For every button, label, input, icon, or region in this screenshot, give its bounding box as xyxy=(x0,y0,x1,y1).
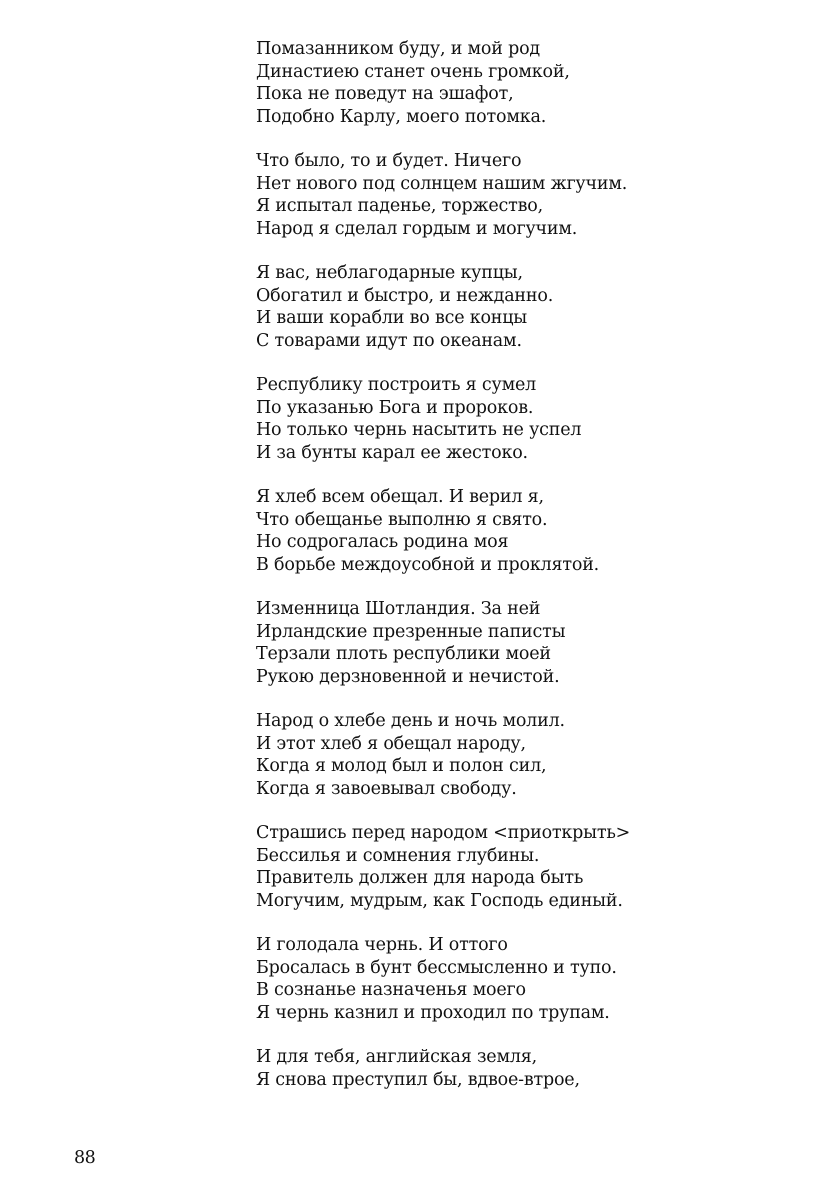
poem-line: В борьбе междоусобной и проклятой. xyxy=(256,554,600,575)
poem-line: Рукою дерзновенной и нечистой. xyxy=(256,666,560,687)
stanza xyxy=(256,822,776,912)
poem-line: Но только чернь насытить не успел xyxy=(256,420,582,440)
poem-line: С товарами идут по океанам. xyxy=(256,330,522,351)
poem-line: Республику построить я сумел xyxy=(256,375,537,395)
stanza xyxy=(256,374,776,464)
poem-line: Терзали плоть республики моей xyxy=(256,644,551,664)
poem-line: Пока не поведут на эшафот, xyxy=(256,84,514,104)
poem-line: Когда я молод был и полон сил, xyxy=(256,756,547,776)
poem-line: Я хлеб всем обещал. И верил я, xyxy=(256,487,544,507)
stanza xyxy=(256,934,776,1024)
poem-line: Я снова преступил бы, вдвое-втрое, xyxy=(256,1069,580,1090)
poem-line: Когда я завоевывал свободу. xyxy=(256,778,517,799)
poem-line: Династиею станет очень громкой, xyxy=(256,61,570,82)
stanza xyxy=(256,262,776,352)
poem-line: Что обещанье выполню я свято. xyxy=(256,509,548,530)
poem-line: Народ о хлебе день и ночь молил. xyxy=(256,711,565,731)
poem-line: Обогатил и быстро, и нежданно. xyxy=(256,285,554,306)
poem-line: И голодала чернь. И оттого xyxy=(256,935,508,955)
stanza xyxy=(256,486,776,576)
poem-line: Я испытал паденье, торжество, xyxy=(256,196,543,216)
stanza xyxy=(256,38,776,128)
poem-line: Изменница Шотландия. За ней xyxy=(256,599,541,619)
poem-line: Но содрогалась родина моя xyxy=(256,532,509,552)
poem-line: Бросалась в бунт бессмысленно и тупо. xyxy=(256,957,617,978)
poem-text xyxy=(256,38,776,1113)
poem-line: Подобно Карлу, моего потомка. xyxy=(256,106,547,127)
poem-line: Ирландские презренные паписты xyxy=(256,621,566,642)
stanza xyxy=(256,598,776,688)
poem-line: И за бунты карал ее жестоко. xyxy=(256,442,528,463)
poem-line: Нет нового под солнцем нашим жгучим. xyxy=(256,173,628,194)
poem-line: Что было, то и будет. Ничего xyxy=(256,151,522,171)
poem-line: Я вас, неблагодарные купцы, xyxy=(256,263,523,283)
poem-line: Страшись перед народом <приоткрыть> xyxy=(256,823,631,843)
poem-line: Я чернь казнил и проходил по трупам. xyxy=(256,1002,610,1023)
page-number: 88 xyxy=(74,1148,96,1168)
poem-line: И этот хлеб я обещал народу, xyxy=(256,733,526,754)
stanza xyxy=(256,150,776,240)
poem-line: Бессилья и сомнения глубины. xyxy=(256,845,540,866)
stanza xyxy=(256,1046,776,1091)
poem-line: По указанью Бога и пророков. xyxy=(256,397,534,418)
poem-line: В сознанье назначенья моего xyxy=(256,980,526,1000)
poem-line: И для тебя, английская земля, xyxy=(256,1047,537,1067)
stanza xyxy=(256,710,776,800)
poem-line: И ваши корабли во все концы xyxy=(256,308,528,328)
poem-line: Правитель должен для народа быть xyxy=(256,868,584,888)
poem-line: Помазанником буду, и мой род xyxy=(256,39,541,59)
poem-line: Могучим, мудрым, как Господь единый. xyxy=(256,890,623,911)
poem-line: Народ я сделал гордым и могучим. xyxy=(256,218,578,239)
